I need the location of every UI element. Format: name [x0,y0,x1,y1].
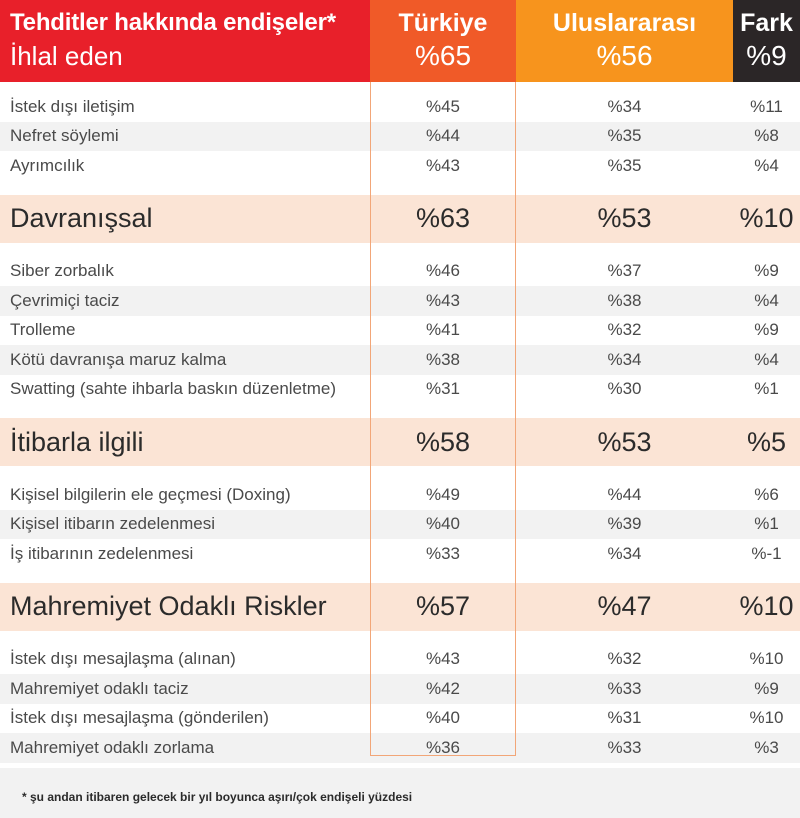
category-label: Davranışsal [10,203,153,233]
table-row [0,122,800,152]
group-2-rows [0,257,800,405]
row-label: Kişisel bilgilerin ele geçmesi (Doxing) [10,484,291,504]
header-turkiye-value: %65 [414,40,472,71]
header-international-value: %56 [596,40,653,71]
row-label: İş itibarının zedelenmesi [10,543,194,563]
row-international-value: %32 [607,320,642,340]
row-difference-value: %4 [754,155,779,175]
table-row [0,257,800,287]
row-label: İstek dışı mesajlaşma (alınan) [10,649,236,669]
row-turkiye-value: %33 [425,543,461,563]
spacer [0,82,800,92]
row-international-value: %31 [607,708,642,728]
row-difference-value: %3 [754,737,779,757]
category-row-privacy-risks [0,583,800,631]
row-international-value: %37 [607,261,642,281]
row-label: Ayrımcılık [10,155,85,175]
category-difference-value: %5 [746,426,787,457]
table-row [0,674,800,704]
row-difference-value: %9 [754,320,779,340]
category-international-value: %47 [597,591,652,621]
spacer [0,631,800,645]
table-row [0,510,800,540]
row-label: Mahremiyet odaklı taciz [10,678,189,698]
table-subtitle: İhlal eden [10,41,123,71]
table-row [0,345,800,375]
row-label: Trolleme [10,320,76,340]
row-label: Kötü davranışa maruz kalma [10,349,227,369]
row-turkiye-value: %42 [425,678,461,698]
category-row-behavioral [0,195,800,243]
table-title: Tehditler hakkında endişeler* [10,9,336,36]
row-international-value: %34 [607,349,642,369]
row-turkiye-value: %49 [425,484,461,504]
row-label: Swatting (sahte ihbarla baskın düzenletme) [10,379,337,399]
row-difference-value: %-1 [751,543,782,563]
spacer [0,243,800,257]
category-turkiye-value: %57 [415,591,471,621]
header-difference [733,0,800,82]
row-turkiye-value: %40 [425,708,461,728]
row-difference-value: %11 [750,96,783,116]
row-difference-value: %1 [754,379,779,399]
group-1-rows [0,92,800,181]
row-difference-value: %10 [749,649,784,669]
row-turkiye-value: %44 [425,126,461,146]
category-difference-value: %10 [739,203,794,233]
header-difference-value: %9 [746,40,787,71]
row-turkiye-value: %43 [425,290,461,310]
table-row [0,286,800,316]
row-international-value: %35 [607,126,642,146]
row-international-value: %32 [607,649,642,669]
category-row-reputation [0,418,800,466]
row-turkiye-value: %41 [425,320,461,340]
header-international [516,0,733,82]
row-turkiye-value: %46 [425,261,461,281]
row-difference-value: %4 [754,290,779,310]
spacer [0,404,800,418]
row-label: Nefret söylemi [10,126,119,146]
category-difference-value: %10 [739,591,794,621]
row-label: Mahremiyet odaklı zorlama [10,737,215,757]
table-row [0,733,800,763]
row-international-value: %33 [607,737,642,757]
row-label: İstek dışı iletişim [10,96,135,116]
row-international-value: %35 [607,155,642,175]
category-international-value: %53 [597,426,652,457]
group-3-rows [0,480,800,569]
row-difference-value: %9 [754,678,779,698]
table-header [0,0,800,82]
row-difference-value: %1 [754,514,779,534]
table-row [0,92,800,122]
row-turkiye-value: %38 [425,349,461,369]
category-label: İtibarla ilgili [10,426,144,457]
header-difference-name: Fark [740,9,793,37]
row-label: Çevrimiçi taciz [10,290,120,310]
table-row [0,151,800,181]
row-international-value: %44 [607,484,642,504]
row-difference-value: %6 [754,484,779,504]
row-turkiye-value: %43 [425,649,461,669]
row-turkiye-value: %43 [425,155,461,175]
row-label: İstek dışı mesajlaşma (gönderilen) [10,708,269,728]
category-international-value: %53 [597,203,652,233]
row-turkiye-value: %40 [425,514,461,534]
row-turkiye-value: %36 [425,737,461,757]
row-difference-value: %8 [754,126,779,146]
category-turkiye-value: %63 [415,203,471,233]
category-label: Mahremiyet Odaklı Riskler [10,591,327,621]
row-difference-value: %4 [754,349,779,369]
header-turkiye-name: Türkiye [398,9,488,37]
spacer [0,466,800,480]
footnote-bar [0,768,800,818]
table-row [0,645,800,675]
row-label: Siber zorbalık [10,261,114,281]
spacer [0,569,800,583]
group-4-rows [0,645,800,763]
table-row [0,375,800,405]
category-turkiye-value: %58 [415,426,471,457]
row-international-value: %39 [607,514,642,534]
table-row [0,539,800,569]
header-international-name: Uluslararası [552,9,697,37]
row-difference-value: %9 [754,261,779,281]
spacer [0,181,800,195]
table-row [0,704,800,734]
row-international-value: %30 [607,379,642,399]
row-turkiye-value: %31 [425,379,461,399]
header-turkiye [370,0,516,82]
header-title-cell [0,0,370,82]
row-difference-value: %10 [749,708,784,728]
row-international-value: %38 [607,290,642,310]
table-row [0,480,800,510]
row-international-value: %33 [607,678,642,698]
row-international-value: %34 [607,543,642,563]
row-label: Kişisel itibarın zedelenmesi [10,514,216,534]
row-international-value: %34 [607,96,642,116]
row-turkiye-value: %45 [425,96,461,116]
table-row [0,316,800,346]
footnote-text: * şu andan itibaren gelecek bir yıl boyunca aşırı/çok endişeli yüzdesi [22,790,413,804]
